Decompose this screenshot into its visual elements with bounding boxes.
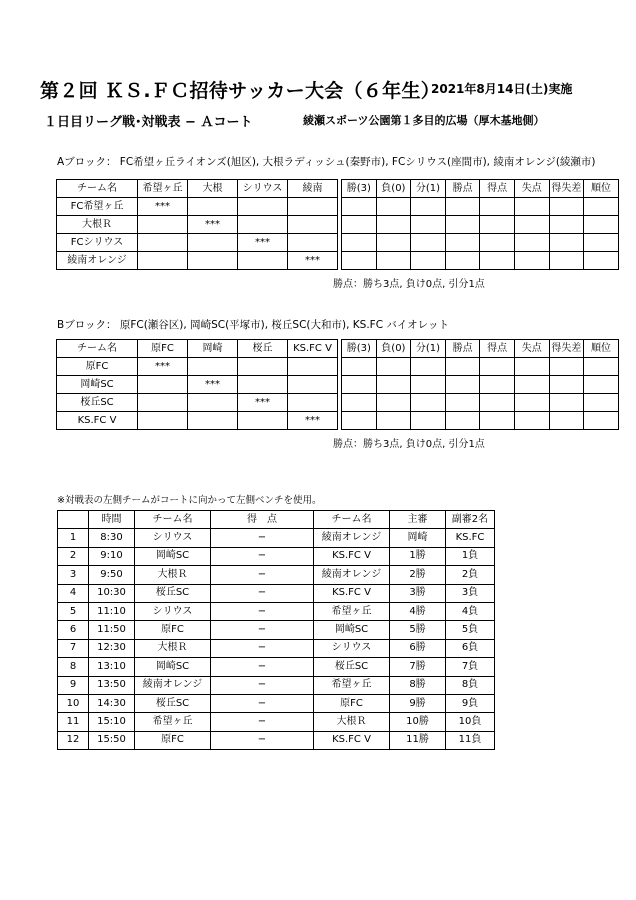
- stat-cell: [445, 376, 480, 394]
- match-number-cell: 6: [58, 621, 89, 639]
- result-cell: [238, 252, 288, 270]
- stat-cell: [411, 198, 446, 216]
- result-cell: [138, 412, 188, 430]
- stat-cell: [411, 234, 446, 252]
- opponent-column-header: 希望ヶ丘: [138, 180, 188, 198]
- schedule-column-header: 副審2名: [446, 511, 495, 529]
- stat-cell: [514, 358, 549, 376]
- left-team-cell: 原FC: [135, 731, 211, 749]
- stat-cell: [342, 358, 377, 376]
- stat-column-header: 勝点: [445, 180, 480, 198]
- table-row: [57, 394, 619, 412]
- self-match-cell: ***: [288, 412, 338, 430]
- score-cell: −: [211, 621, 314, 639]
- result-cell: [288, 234, 338, 252]
- stat-cell: [584, 376, 619, 394]
- stat-cell: [342, 198, 377, 216]
- stat-cell: [514, 412, 549, 430]
- result-cell: [288, 394, 338, 412]
- referee-cell: 8勝: [390, 676, 446, 694]
- stat-cell: [376, 358, 411, 376]
- stat-cell: [342, 412, 377, 430]
- match-time-cell: 13:50: [89, 676, 135, 694]
- assistant-referees-cell: 7負: [446, 658, 495, 676]
- team-name-cell: 綾南オレンジ: [57, 252, 138, 270]
- left-team-cell: 大根Ｒ: [135, 639, 211, 657]
- stat-cell: [480, 394, 515, 412]
- assistant-referees-cell: 11負: [446, 731, 495, 749]
- right-team-cell: 桜丘SC: [314, 658, 390, 676]
- match-time-cell: 9:50: [89, 566, 135, 584]
- block-b-caption: Bブロック： 原FC(瀬谷区), 岡崎SC(平塚市), 桜丘SC(大和市), KS.FC バイオレット: [57, 319, 449, 331]
- right-team-cell: 岡崎SC: [314, 621, 390, 639]
- match-number-cell: 2: [58, 547, 89, 565]
- stat-cell: [342, 394, 377, 412]
- stat-cell: [342, 376, 377, 394]
- stat-cell: [342, 216, 377, 234]
- opponent-column-header: 桜丘: [238, 340, 288, 358]
- schedule-table: [57, 510, 495, 750]
- block-b-points-note: 勝点：勝ち3点, 負け0点, 引分1点: [333, 439, 485, 450]
- stat-cell: [549, 198, 584, 216]
- match-number-cell: 8: [58, 658, 89, 676]
- right-team-cell: 原FC: [314, 694, 390, 712]
- table-row: [57, 198, 619, 216]
- venue: 綾瀬スポーツ公園第１多目的広場（厚木基地側）: [303, 114, 545, 127]
- assistant-referees-cell: 2負: [446, 566, 495, 584]
- table-row: [57, 412, 619, 430]
- match-number-cell: 12: [58, 731, 89, 749]
- schedule-column-header: 時間: [89, 511, 135, 529]
- stat-column-header: 勝点: [445, 340, 480, 358]
- referee-cell: 3勝: [390, 584, 446, 602]
- result-cell: [288, 376, 338, 394]
- left-team-cell: 桜丘SC: [135, 694, 211, 712]
- right-team-cell: 希望ヶ丘: [314, 676, 390, 694]
- result-cell: [188, 198, 238, 216]
- stat-column-header: 負(0): [376, 340, 411, 358]
- stat-cell: [376, 234, 411, 252]
- stat-cell: [549, 234, 584, 252]
- stat-cell: [514, 376, 549, 394]
- score-cell: −: [211, 602, 314, 620]
- stat-column-header: 得点: [480, 180, 515, 198]
- assistant-referees-cell: 3負: [446, 584, 495, 602]
- stat-cell: [445, 216, 480, 234]
- assistant-referees-cell: 4負: [446, 602, 495, 620]
- table-row: [58, 529, 495, 547]
- league-header-row: [57, 340, 619, 358]
- right-team-cell: 綾南オレンジ: [314, 566, 390, 584]
- result-cell: [238, 198, 288, 216]
- stat-cell: [584, 216, 619, 234]
- schedule-column-header: チーム名: [135, 511, 211, 529]
- result-cell: [188, 234, 238, 252]
- table-row: [58, 566, 495, 584]
- score-cell: −: [211, 566, 314, 584]
- self-match-cell: ***: [188, 216, 238, 234]
- page-title: 第２回 ＫＳ.ＦＣ招待サッカー大会（６年生）: [40, 80, 441, 102]
- self-match-cell: ***: [138, 198, 188, 216]
- schedule-column-header: 得 点: [211, 511, 314, 529]
- result-cell: [138, 252, 188, 270]
- referee-cell: 10勝: [390, 713, 446, 731]
- stat-cell: [376, 394, 411, 412]
- score-cell: −: [211, 584, 314, 602]
- left-team-cell: 希望ヶ丘: [135, 713, 211, 731]
- match-time-cell: 12:30: [89, 639, 135, 657]
- referee-cell: 11勝: [390, 731, 446, 749]
- schedule-column-header: 主審: [390, 511, 446, 529]
- stat-cell: [480, 252, 515, 270]
- stat-cell: [445, 412, 480, 430]
- league-header-row: [57, 180, 619, 198]
- match-time-cell: 10:30: [89, 584, 135, 602]
- team-name-cell: FC希望ヶ丘: [57, 198, 138, 216]
- stat-cell: [445, 198, 480, 216]
- stat-column-header: 分(1): [411, 180, 446, 198]
- match-time-cell: 8:30: [89, 529, 135, 547]
- stat-cell: [342, 234, 377, 252]
- stat-cell: [514, 198, 549, 216]
- team-name-cell: FCシリウス: [57, 234, 138, 252]
- team-name-cell: 原FC: [57, 358, 138, 376]
- result-cell: [288, 198, 338, 216]
- assistant-referees-cell: 10負: [446, 713, 495, 731]
- stat-cell: [376, 216, 411, 234]
- match-number-cell: 9: [58, 676, 89, 694]
- score-cell: −: [211, 731, 314, 749]
- stat-cell: [411, 394, 446, 412]
- score-cell: −: [211, 658, 314, 676]
- opponent-column-header: KS.FC V: [288, 340, 338, 358]
- stat-cell: [584, 358, 619, 376]
- referee-cell: 5勝: [390, 621, 446, 639]
- score-cell: −: [211, 676, 314, 694]
- team-name-cell: KS.FC V: [57, 412, 138, 430]
- stat-cell: [376, 376, 411, 394]
- result-cell: [188, 252, 238, 270]
- assistant-referees-cell: KS.FC: [446, 529, 495, 547]
- block-a-table: [56, 179, 619, 270]
- stat-cell: [584, 394, 619, 412]
- stat-cell: [480, 358, 515, 376]
- left-team-cell: シリウス: [135, 529, 211, 547]
- match-time-cell: 11:50: [89, 621, 135, 639]
- table-row: [58, 694, 495, 712]
- stat-column-header: 得失差: [549, 180, 584, 198]
- block-a-points-note: 勝点：勝ち3点, 負け0点, 引分1点: [333, 279, 485, 290]
- referee-cell: 6勝: [390, 639, 446, 657]
- assistant-referees-cell: 9負: [446, 694, 495, 712]
- right-team-cell: 大根Ｒ: [314, 713, 390, 731]
- assistant-referees-cell: 5負: [446, 621, 495, 639]
- stat-cell: [549, 358, 584, 376]
- referee-cell: 7勝: [390, 658, 446, 676]
- table-row: [57, 376, 619, 394]
- stat-column-header: 失点: [514, 180, 549, 198]
- stat-cell: [342, 252, 377, 270]
- match-number-cell: 1: [58, 529, 89, 547]
- right-team-cell: 希望ヶ丘: [314, 602, 390, 620]
- block-b-table: [56, 339, 619, 430]
- result-cell: [238, 358, 288, 376]
- table-row: [58, 602, 495, 620]
- left-team-cell: 岡崎SC: [135, 547, 211, 565]
- self-match-cell: ***: [238, 234, 288, 252]
- assistant-referees-cell: 8負: [446, 676, 495, 694]
- stat-cell: [549, 412, 584, 430]
- table-row: [58, 676, 495, 694]
- stat-cell: [445, 252, 480, 270]
- stat-cell: [584, 234, 619, 252]
- result-cell: [188, 358, 238, 376]
- stat-cell: [549, 376, 584, 394]
- opponent-column-header: 大根: [188, 180, 238, 198]
- left-team-cell: 岡崎SC: [135, 658, 211, 676]
- table-row: [58, 658, 495, 676]
- event-date: 2021年8月14日(土)実施: [431, 82, 573, 96]
- score-cell: −: [211, 713, 314, 731]
- stat-column-header: 得失差: [549, 340, 584, 358]
- stat-cell: [480, 216, 515, 234]
- stat-column-header: 勝(3): [342, 340, 377, 358]
- stat-cell: [411, 216, 446, 234]
- left-team-cell: 原FC: [135, 621, 211, 639]
- schedule-note: ※対戦表の左側チームがコートに向かって左側ベンチを使用。: [57, 495, 322, 506]
- score-cell: −: [211, 639, 314, 657]
- right-team-cell: シリウス: [314, 639, 390, 657]
- stat-cell: [411, 358, 446, 376]
- table-row: [57, 358, 619, 376]
- page-subtitle: １日目リーグ戦･対戦表 − Ａコート: [44, 115, 253, 130]
- opponent-column-header: 原FC: [138, 340, 188, 358]
- self-match-cell: ***: [188, 376, 238, 394]
- stat-cell: [584, 198, 619, 216]
- result-cell: [238, 216, 288, 234]
- self-match-cell: ***: [238, 394, 288, 412]
- result-cell: [238, 376, 288, 394]
- match-time-cell: 14:30: [89, 694, 135, 712]
- stat-cell: [411, 412, 446, 430]
- match-number-cell: 11: [58, 713, 89, 731]
- match-number-cell: 3: [58, 566, 89, 584]
- stat-cell: [445, 234, 480, 252]
- stat-cell: [445, 394, 480, 412]
- stat-cell: [549, 216, 584, 234]
- right-team-cell: KS.FC V: [314, 547, 390, 565]
- score-cell: −: [211, 694, 314, 712]
- stat-column-header: 得点: [480, 340, 515, 358]
- stat-cell: [584, 412, 619, 430]
- self-match-cell: ***: [288, 252, 338, 270]
- match-time-cell: 15:10: [89, 713, 135, 731]
- stat-column-header: 順位: [584, 340, 619, 358]
- stat-column-header: 勝(3): [342, 180, 377, 198]
- referee-cell: 4勝: [390, 602, 446, 620]
- stat-column-header: 失点: [514, 340, 549, 358]
- stat-cell: [480, 234, 515, 252]
- stat-cell: [514, 216, 549, 234]
- team-name-cell: 岡崎SC: [57, 376, 138, 394]
- table-row: [57, 252, 619, 270]
- left-team-cell: 桜丘SC: [135, 584, 211, 602]
- result-cell: [238, 412, 288, 430]
- left-team-cell: 綾南オレンジ: [135, 676, 211, 694]
- table-row: [57, 234, 619, 252]
- stat-cell: [445, 358, 480, 376]
- referee-cell: 1勝: [390, 547, 446, 565]
- assistant-referees-cell: 6負: [446, 639, 495, 657]
- match-time-cell: 11:10: [89, 602, 135, 620]
- stat-cell: [411, 376, 446, 394]
- team-column-header: チーム名: [57, 340, 138, 358]
- left-team-cell: シリウス: [135, 602, 211, 620]
- table-row: [58, 584, 495, 602]
- result-cell: [288, 216, 338, 234]
- block-a-caption: Aブロック： FC希望ヶ丘ライオンズ(旭区), 大根ラディッシュ(秦野市), FCシリウス(座間市), 綾南オレンジ(綾瀬市): [57, 156, 596, 168]
- stat-cell: [480, 412, 515, 430]
- match-number-cell: 5: [58, 602, 89, 620]
- score-cell: −: [211, 547, 314, 565]
- stat-cell: [376, 252, 411, 270]
- table-row: [58, 621, 495, 639]
- table-row: [58, 547, 495, 565]
- result-cell: [138, 216, 188, 234]
- schedule-column-header: [58, 511, 89, 529]
- self-match-cell: ***: [138, 358, 188, 376]
- assistant-referees-cell: 1負: [446, 547, 495, 565]
- match-time-cell: 13:10: [89, 658, 135, 676]
- opponent-column-header: シリウス: [238, 180, 288, 198]
- stat-cell: [376, 412, 411, 430]
- stat-cell: [514, 234, 549, 252]
- right-team-cell: KS.FC V: [314, 731, 390, 749]
- stat-cell: [514, 252, 549, 270]
- team-name-cell: 桜丘SC: [57, 394, 138, 412]
- table-row: [57, 216, 619, 234]
- match-time-cell: 9:10: [89, 547, 135, 565]
- result-cell: [138, 376, 188, 394]
- schedule-column-header: チーム名: [314, 511, 390, 529]
- match-number-cell: 7: [58, 639, 89, 657]
- result-cell: [188, 394, 238, 412]
- match-time-cell: 15:50: [89, 731, 135, 749]
- left-team-cell: 大根Ｒ: [135, 566, 211, 584]
- referee-cell: 2勝: [390, 566, 446, 584]
- table-row: [58, 713, 495, 731]
- stat-column-header: 分(1): [411, 340, 446, 358]
- match-number-cell: 10: [58, 694, 89, 712]
- stat-cell: [480, 376, 515, 394]
- score-cell: −: [211, 529, 314, 547]
- result-cell: [188, 412, 238, 430]
- stat-cell: [514, 394, 549, 412]
- team-column-header: チーム名: [57, 180, 138, 198]
- table-row: [58, 731, 495, 749]
- match-number-cell: 4: [58, 584, 89, 602]
- right-team-cell: 綾南オレンジ: [314, 529, 390, 547]
- stat-column-header: 負(0): [376, 180, 411, 198]
- result-cell: [288, 358, 338, 376]
- stat-cell: [584, 252, 619, 270]
- stat-cell: [376, 198, 411, 216]
- result-cell: [138, 394, 188, 412]
- stat-cell: [411, 252, 446, 270]
- referee-cell: 岡崎: [390, 529, 446, 547]
- schedule-header-row: [58, 511, 495, 529]
- right-team-cell: KS.FC V: [314, 584, 390, 602]
- team-name-cell: 大根Ｒ: [57, 216, 138, 234]
- table-row: [58, 639, 495, 657]
- referee-cell: 9勝: [390, 694, 446, 712]
- result-cell: [138, 234, 188, 252]
- stat-cell: [549, 394, 584, 412]
- stat-column-header: 順位: [584, 180, 619, 198]
- opponent-column-header: 綾南: [288, 180, 338, 198]
- stat-cell: [480, 198, 515, 216]
- stat-cell: [549, 252, 584, 270]
- opponent-column-header: 岡崎: [188, 340, 238, 358]
